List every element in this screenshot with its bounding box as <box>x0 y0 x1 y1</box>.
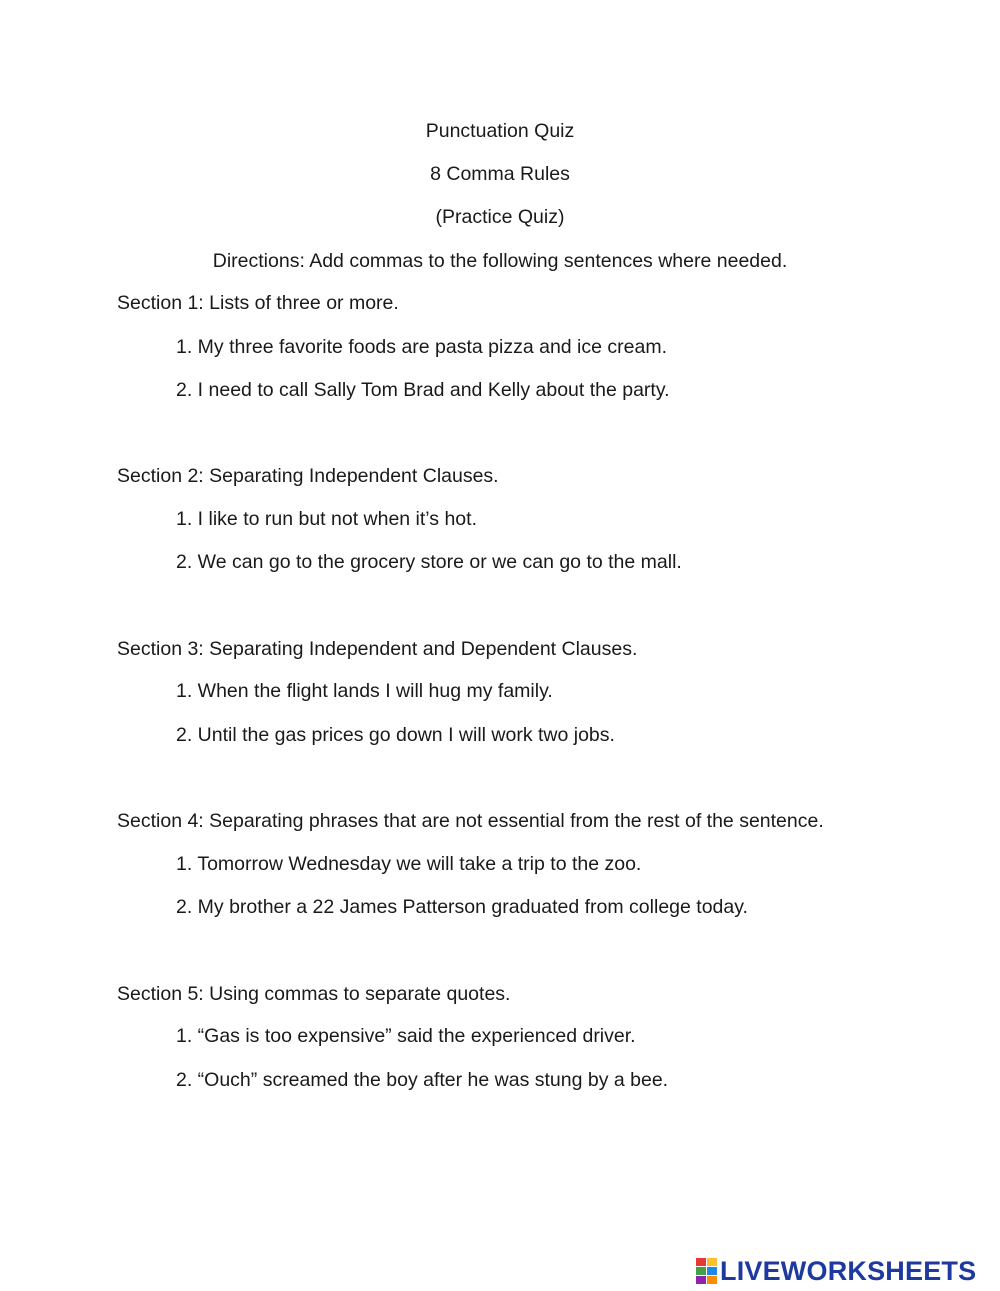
quiz-subtitle: 8 Comma Rules <box>430 163 570 185</box>
section-3-item-2: 2. Until the gas prices go down I will work two jobs. <box>176 724 615 746</box>
logo-block <box>696 1258 706 1266</box>
section-3-item-1: 1. When the flight lands I will hug my family. <box>176 680 553 702</box>
section-2-item-2: 2. We can go to the grocery store or we can go to the mall. <box>176 551 682 573</box>
section-5-heading: Section 5: Using commas to separate quotes. <box>117 983 511 1005</box>
section-5-item-1: 1. “Gas is too expensive” said the experienced driver. <box>176 1025 636 1047</box>
section-4-heading: Section 4: Separating phrases that are not essential from the rest of the sentence. <box>117 810 824 832</box>
logo-blocks-icon <box>696 1258 717 1284</box>
section-1-item-2: 2. I need to call Sally Tom Brad and Kelly about the party. <box>176 379 670 401</box>
quiz-note: (Practice Quiz) <box>435 206 565 228</box>
section-2-item-1: 1. I like to run but not when it’s hot. <box>176 508 477 530</box>
logo-block <box>696 1276 706 1284</box>
logo-block <box>707 1258 717 1266</box>
quiz-title: Punctuation Quiz <box>425 120 575 142</box>
logo-block <box>707 1267 717 1275</box>
directions: Directions: Add commas to the following sentences where needed. <box>212 250 788 272</box>
logo-block <box>696 1267 706 1275</box>
section-1-heading: Section 1: Lists of three or more. <box>117 292 399 314</box>
section-4-item-2: 2. My brother a 22 James Patterson graduated from college today. <box>176 896 748 918</box>
section-5-item-2: 2. “Ouch” screamed the boy after he was stung by a bee. <box>176 1069 669 1091</box>
logo-text: LIVEWORKSHEETS <box>720 1256 977 1286</box>
section-1-item-1: 1. My three favorite foods are pasta pizza and ice cream. <box>176 336 667 358</box>
liveworksheets-logo <box>696 1257 976 1285</box>
section-4-item-1: 1. Tomorrow Wednesday we will take a trip to the zoo. <box>176 853 642 875</box>
section-2-heading: Section 2: Separating Independent Clauses. <box>117 465 499 487</box>
section-3-heading: Section 3: Separating Independent and Dependent Clauses. <box>117 638 638 660</box>
logo-block <box>707 1276 717 1284</box>
